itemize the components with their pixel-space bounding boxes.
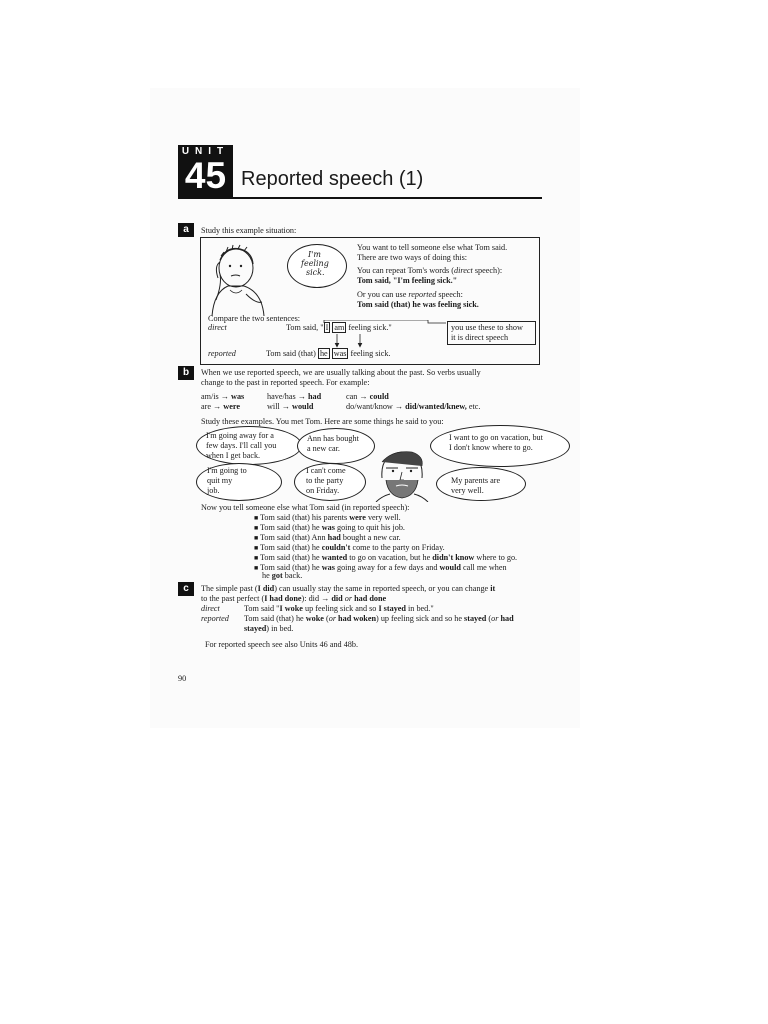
bubble-line: I want to go on vacation, but	[449, 433, 543, 442]
note-line-1: you use these to show	[451, 323, 523, 332]
reported-example: ■ Tom said (that) he was going to quit his job.	[254, 523, 405, 532]
compare-label: Compare the two sentences:	[208, 314, 301, 323]
unit-badge	[178, 145, 233, 197]
a-text-1: You want to tell someone else what Tom said.	[357, 243, 508, 252]
bubble-line: when I get back.	[206, 451, 261, 460]
a-text-5: Or you can use reported speech:	[357, 290, 463, 299]
unit-word: UNIT	[181, 146, 230, 157]
c-direct-label: direct	[201, 604, 220, 613]
bubble-line: a new car.	[307, 444, 340, 453]
c-direct-sentence: Tom said "I woke up feeling sick and so I stayed in bed."	[244, 604, 434, 613]
tense-example: will → would	[267, 402, 314, 411]
c-line-1: The simple past (I did) can usually stay the same in reported speech, or you can change it	[201, 584, 496, 593]
reported-example: ■ Tom said (that) he couldn't come to the party on Friday.	[254, 543, 445, 552]
bubble-line: Ann has bought	[307, 434, 359, 443]
section-c-label: c	[178, 582, 194, 596]
tense-example: am/is → was	[201, 392, 245, 401]
bullet-square-icon: ■	[254, 544, 260, 552]
a-text-4: Tom said, "I'm feeling sick."	[357, 276, 458, 285]
bubble-line: My parents are	[451, 476, 501, 485]
reported-sentence: Tom said (that) he was feeling sick.	[266, 349, 391, 358]
bubble-line: I can't come	[306, 466, 346, 475]
bubble-line: I don't know where to go.	[449, 443, 533, 452]
bubble-line: feeling	[301, 259, 329, 268]
c-line-2: to the past perfect (I had done): did → did or had done	[201, 594, 387, 603]
unit-number: 45	[184, 155, 227, 196]
bubble-line: to the party	[306, 476, 344, 485]
bubble-line: very well.	[451, 486, 484, 495]
direct-sentence: Tom said, " I am feeling sick."	[286, 323, 392, 332]
now-you-tell: Now you tell someone else what Tom said (in reported speech):	[201, 503, 410, 512]
study-examples: Study these examples. You met Tom. Here are some things he said to you:	[201, 417, 444, 426]
c-reported-label: reported	[201, 614, 229, 623]
tense-example: are → were	[201, 402, 240, 411]
a-text-2: There are two ways of doing this:	[357, 253, 468, 262]
arrows-graphic	[320, 320, 450, 350]
bubble-line: job.	[207, 486, 220, 495]
section-a-intro: Study this example situation:	[201, 226, 297, 235]
tense-example: do/want/know → did/wanted/knew, etc.	[346, 402, 481, 411]
reported-example: ■ Tom said (that) he wanted to go on vacation, but he didn't know where to go.	[254, 553, 518, 562]
reported-example: ■ Tom said (that) Ann had bought a new car.	[254, 533, 401, 542]
tense-example: have/has → had	[267, 392, 322, 401]
bubble-line: I'm	[308, 250, 321, 259]
section-b-label: b	[178, 366, 194, 380]
bubble-line: on Friday.	[306, 486, 340, 495]
tense-example: can → could	[346, 392, 389, 401]
bullet-square-icon: ■	[254, 554, 260, 562]
bubble-line: few days. I'll call you	[206, 441, 277, 450]
b-para-line-2: change to the past in reported speech. For example:	[201, 378, 370, 387]
section-a-label: a	[178, 223, 194, 237]
a-text-6: Tom said (that) he was feeling sick.	[357, 300, 479, 309]
tom-sick-illustration	[206, 244, 286, 316]
title-rule	[178, 197, 542, 199]
direct-label: direct	[208, 323, 227, 332]
reported-example: ■ Tom said (that) his parents were very well.	[254, 513, 401, 522]
list-continuation: he got back.	[262, 571, 303, 580]
unit-title: Reported speech (1)	[241, 168, 424, 190]
bubble-line: I'm going to	[207, 466, 247, 475]
bubble-line: quit my	[207, 476, 233, 485]
bubble-line: I'm going away for a	[206, 431, 274, 440]
reported-example: ■ Tom said (that) he was going away for a few days and would call me when	[254, 563, 507, 572]
bullet-square-icon: ■	[254, 534, 260, 542]
bullet-square-icon: ■	[254, 524, 260, 532]
tom-face-illustration	[372, 448, 434, 502]
a-text-3: You can repeat Tom's words (direct speech):	[357, 266, 503, 275]
c-reported-sentence: Tom said (that) he woke (or had woken) up feeling sick and so he stayed (or had	[244, 614, 514, 623]
bubble-line: sick.	[306, 268, 325, 277]
see-also-note: For reported speech see also Units 46 and 48b.	[205, 640, 359, 649]
note-line-2: it is direct speech	[451, 333, 509, 342]
bullet-square-icon: ■	[254, 514, 260, 522]
c-reported-continuation: stayed) in bed.	[244, 624, 294, 633]
bullet-square-icon: ■	[254, 564, 260, 572]
page-number: 90	[178, 674, 187, 683]
reported-label: reported	[208, 349, 236, 358]
b-para-line-1: When we use reported speech, we are usually talking about the past. So verbs usually	[201, 368, 481, 377]
